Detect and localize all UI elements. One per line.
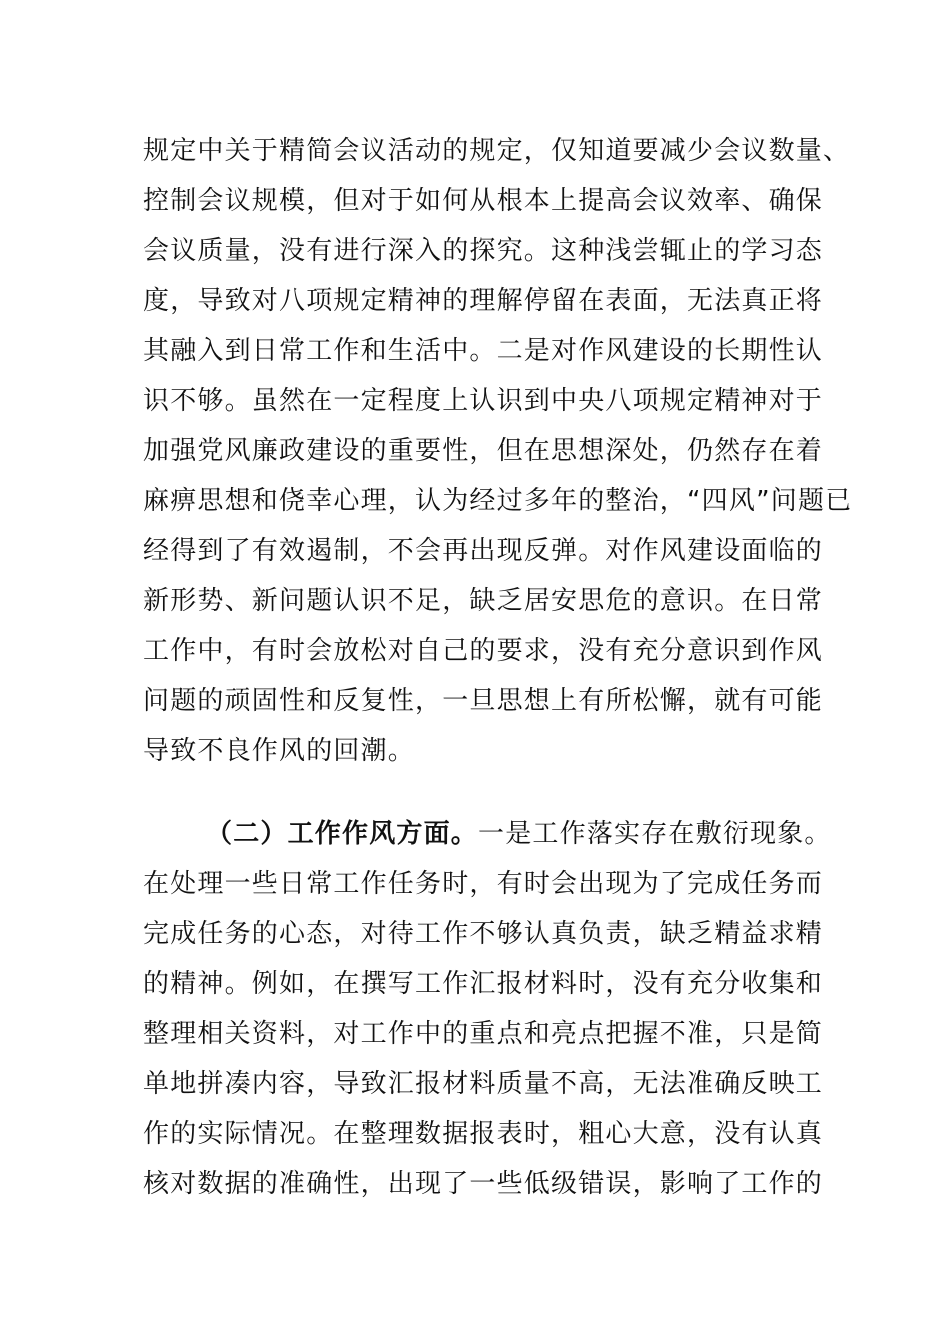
paragraph-first-line (143, 809, 832, 859)
text-line: 控制会议规模，但对于如何从根本上提高会议效率、确保 (143, 186, 824, 216)
text-line: 核对数据的准确性，出现了一些低级错误，影响了工作的 (143, 1169, 824, 1199)
paragraph-thought-awareness (143, 126, 853, 776)
text-line: 度，导致对八项规定精神的理解停留在表面，无法真正将 (143, 286, 824, 316)
text-line: 经得到了有效遏制，不会再出现反弹。对作风建设面临的 (143, 536, 824, 566)
text-run: 一是工作落实存在敷衍现象。 (478, 819, 832, 849)
text-line: 完成任务的心态，对待工作不够认真负责，缺乏精益求精 (143, 919, 824, 949)
text-line: 导致不良作风的回潮。 (143, 736, 416, 766)
text-line: 会议质量，没有进行深入的探究。这种浅尝辄止的学习态 (143, 236, 824, 266)
text-line: 新形势、新问题认识不足，缺乏居安思危的意识。在日常 (143, 586, 824, 616)
text-line: 作的实际情况。在整理数据报表时，粗心大意，没有认真 (143, 1119, 824, 1149)
text-line: 识不够。虽然在一定程度上认识到中央八项规定精神对于 (143, 386, 824, 416)
text-line: 麻痹思想和侥幸心理，认为经过多年的整治，“四风”问题已 (143, 486, 853, 516)
paragraph-work-style (143, 809, 832, 1209)
text-line: 规定中关于精简会议活动的规定，仅知道要减少会议数量、 (143, 136, 851, 166)
text-line: 在处理一些日常工作任务时，有时会出现为了完成任务而 (143, 869, 824, 899)
text-line: 整理相关资料，对工作中的重点和亮点把握不准，只是简 (143, 1019, 824, 1049)
text-line: 其融入到日常工作和生活中。二是对作风建设的长期性认 (143, 336, 824, 366)
text-line: 加强党风廉政建设的重要性，但在思想深处，仍然存在着 (143, 436, 824, 466)
text-line: 问题的顽固性和反复性，一旦思想上有所松懈，就有可能 (143, 686, 824, 716)
text-line: 单地拼凑内容，导致汇报材料质量不高，无法准确反映工 (143, 1069, 824, 1099)
text-line: 工作中，有时会放松对自己的要求，没有充分意识到作风 (143, 636, 824, 666)
section-heading: （二）工作作风方面。 (206, 819, 479, 849)
text-line: 的精神。例如，在撰写工作汇报材料时，没有充分收集和 (143, 969, 824, 999)
